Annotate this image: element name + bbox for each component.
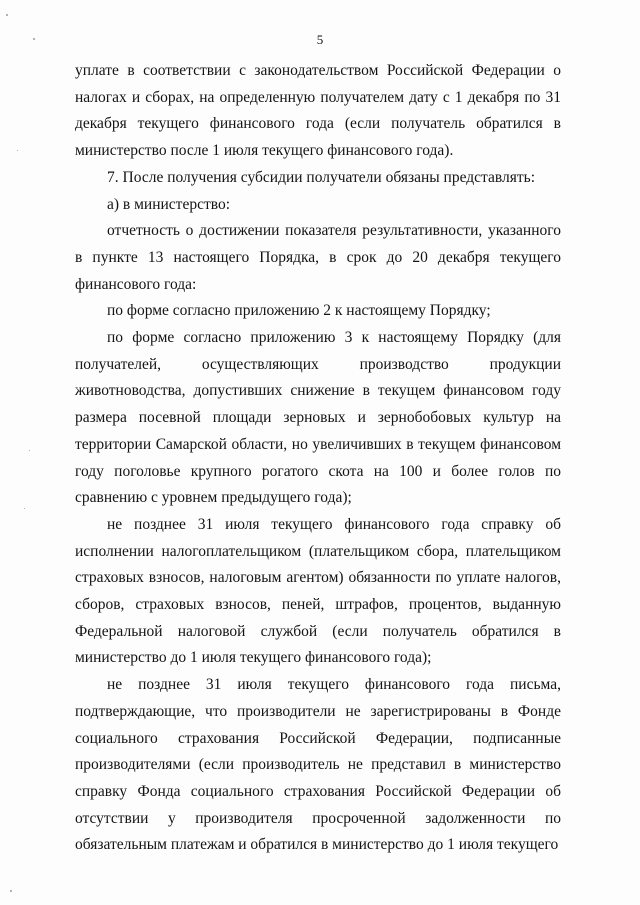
- paragraph: 7. После получения субсидии получатели обязаны представлять:: [107, 168, 536, 186]
- scan-speck: [10, 890, 12, 892]
- scan-speck: [6, 14, 8, 16]
- scan-speck: [33, 38, 35, 40]
- scan-speck: [24, 508, 25, 509]
- paragraph: уплате в соответствии с законодательством Российской Федерации о налогах и сборах, на определенную получателем дату с 1 декабря по 31 декабря текущего финансового года (если получатель обратился в министерство после 1 июля текущего финансового года).: [75, 62, 561, 160]
- paragraph: по форме согласно приложению 2 к настоящему Порядку;: [107, 302, 491, 320]
- page-number: 5: [316, 32, 324, 47]
- scan-speck: [17, 150, 18, 151]
- paragraph: по форме согласно приложению 3 к настоящему Порядку (для получателей, осуществляющих производство продукции животноводства, допустивших снижение в текущем финансовом году размера посевной площади зерновых и зернобобовых культур на территории Самарской области, но увеличивших в текущем финансовом году поголовье крупного рогатого скота на 100 и более голов по сравнению с уровнем предыдущего года);: [75, 329, 561, 507]
- scan-speck: [29, 450, 30, 451]
- paragraph: не позднее 31 июля текущего финансового года письма, подтверждающие, что производители не зарегистрированы в Фонде социального страхования Российской Федерации, подписанные производителями (если производитель не представил в министерство справку Фонда социального страхования Российской Федерации об отсутствии у производителя просроченной задолженности по обязательным платежам и обратился в министерство до 1 июля текущего: [75, 676, 561, 854]
- body-text: [75, 58, 561, 859]
- paragraph: не позднее 31 июля текущего финансового года справку об исполнении налогоплательщиком (плательщиком сбора, плательщиком страховых взносов, налоговым агентом) обязанности по уплате налогов, сборов, страховых взносов, пеней, штрафов, процентов, выданную Федеральной налоговой службой (если получатель обратился в министерство до 1 июля текущего финансового года);: [75, 515, 561, 667]
- paragraph: а) в министерство:: [107, 195, 231, 213]
- paragraph: отчетность о достижении показателя результативности, указанного в пункте 13 настоящего Порядка, в срок до 20 декабря текущего финансового года:: [75, 222, 561, 293]
